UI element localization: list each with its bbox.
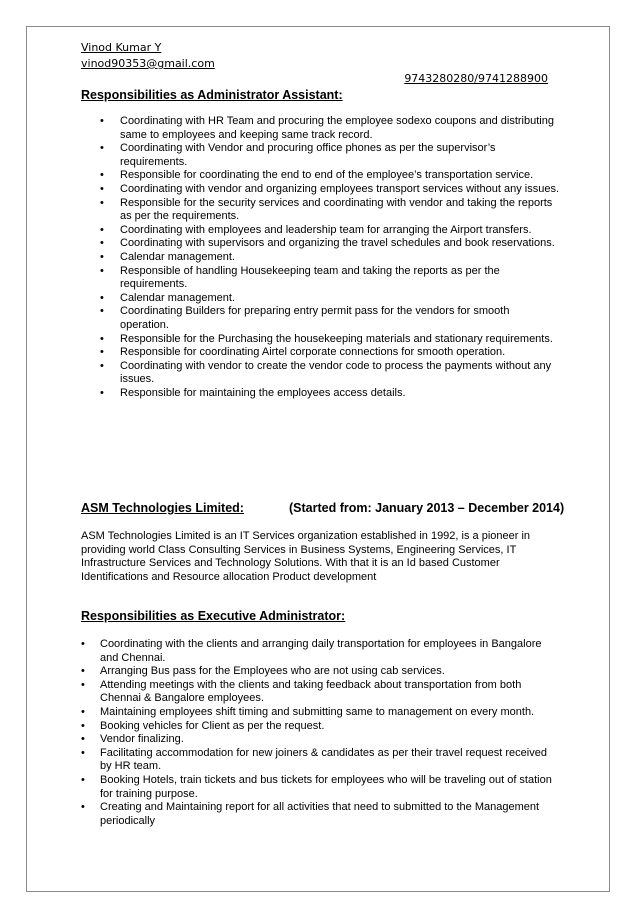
list-item: • Facilitating accommodation for new joiners & candidates as per their travel request received by HR team. [81,747,559,774]
list-item: • Booking Hotels, train tickets and bus tickets for employees who will be traveling out of station for training purpose. [81,774,559,801]
list-item: • Coordinating with employees and leadership team for arranging the Airport transfers. [100,224,560,238]
executive-administrator-list [81,638,559,828]
list-item: • Creating and Maintaining report for all activities that need to submitted to the Management periodically [81,801,559,828]
section-title-executive-administrator: Responsibilities as Executive Administrator: [81,609,346,623]
list-item: • Coordinating with vendor to create the vendor code to process the payments without any issues. [100,360,560,387]
list-item: • Coordinating with HR Team and procuring the employee sodexo coupons and distributing same to employees and keeping same track record. [100,115,560,142]
list-item: • Arranging Bus pass for the Employees who are not using cab services. [81,665,559,679]
candidate-name: Vinod Kumar Y [81,41,162,54]
list-item: • Responsible for coordinating Airtel corporate connections for smooth operation. [100,346,560,360]
list-item: • Responsible for maintaining the employees access details. [100,387,560,401]
list-item: • Responsible of handling Housekeeping team and taking the reports as per the requirements. [100,265,560,292]
section-title-admin-assistant: Responsibilities as Administrator Assistant: [81,88,343,102]
phone-numbers: 9743280280/9741288900 [404,72,548,85]
company-description: ASM Technologies Limited is an IT Services organization established in 1992, is a pioneer in providing world Class Consulting Services in Business Systems, Engineering Services, IT Infrastructure Services and Technology Solutions. With that it is an Id based Customer Identifications and Resource allocation Product development [81,530,531,583]
list-item: • Coordinating Builders for preparing entry permit pass for the vendors for smooth operation. [100,305,560,332]
list-item: • Coordinating with Vendor and procuring office phones as per the supervisor’s requirements. [100,142,560,169]
list-item: • Coordinating with supervisors and organizing the travel schedules and book reservations. [100,237,560,251]
list-item: • Responsible for coordinating the end to end of the employee’s transportation service. [100,169,560,183]
employment-period: (Started from: January 2013 – December 2014) [289,501,565,515]
list-item: • Maintaining employees shift timing and submitting same to management on every month. [81,706,559,720]
list-item: • Responsible for the security services and coordinating with vendor and taking the reports as per the requirements. [100,197,560,224]
list-item: • Calendar management. [100,292,560,306]
list-item: • Responsible for the Purchasing the housekeeping materials and stationary requirements. [100,333,560,347]
email-link[interactable]: vinod90353@gmail.com [81,57,215,70]
company-name: ASM Technologies Limited: [81,501,244,515]
list-item: • Attending meetings with the clients and taking feedback about transportation from both Chennai & Bangalore employees. [81,679,559,706]
list-item: • Coordinating with vendor and organizing employees transport services without any issues. [100,183,560,197]
list-item: • Vendor finalizing. [81,733,559,747]
list-item: • Calendar management. [100,251,560,265]
list-item: • Booking vehicles for Client as per the request. [81,720,559,734]
admin-assistant-list [100,115,560,400]
list-item: • Coordinating with the clients and arranging daily transportation for employees in Bangalore and Chennai. [81,638,559,665]
